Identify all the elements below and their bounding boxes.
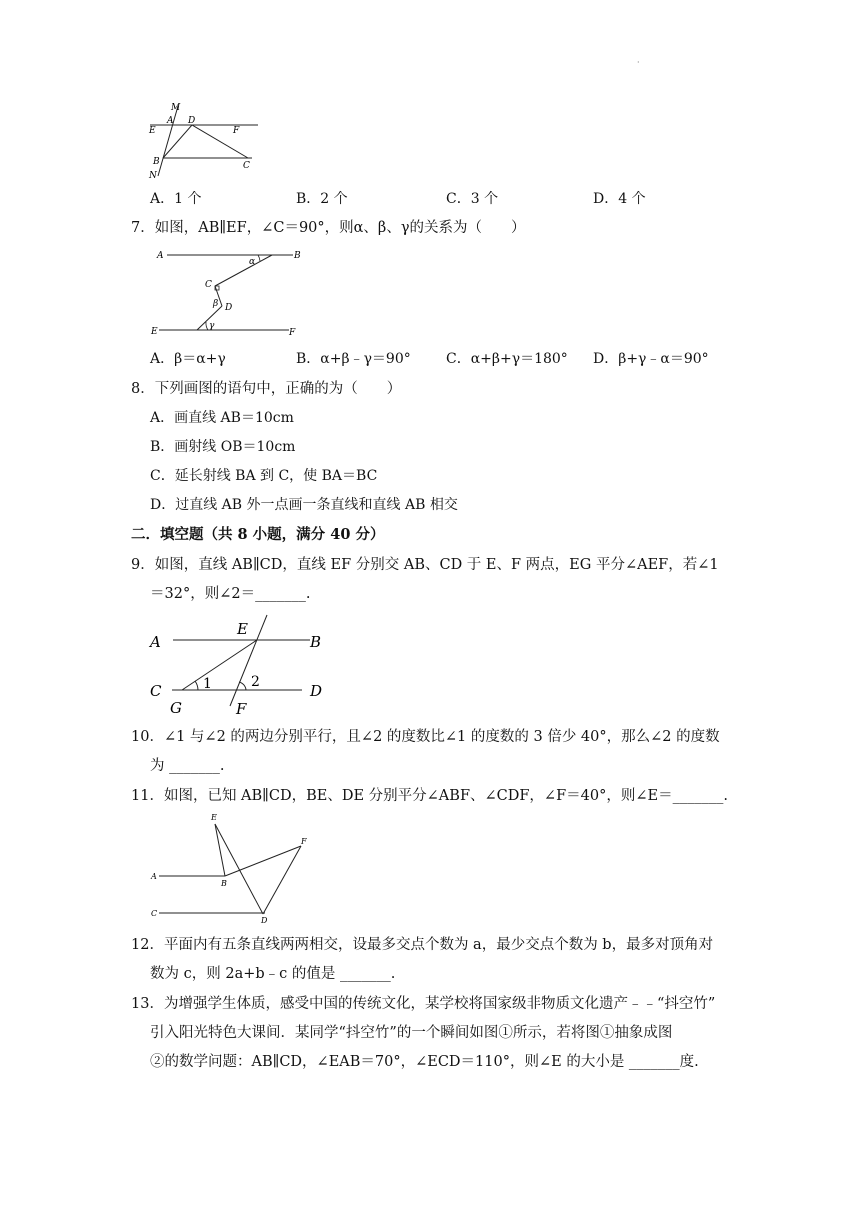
q7-label-gamma: γ: [209, 321, 215, 331]
q6-label-b: B: [153, 157, 160, 167]
q6-option-d: D．4 个: [593, 191, 646, 207]
q7-option-a: A．β＝α+γ: [150, 351, 226, 367]
q9-label-e: E: [237, 620, 248, 638]
q7-label-d: D: [225, 303, 233, 313]
q9-stem-line2: ＝32°，则∠2＝_______.: [150, 586, 311, 602]
q12-stem-line2: 数为 c，则 2a+b﹣c 的值是 _______.: [150, 966, 396, 982]
q6-figure: [140, 98, 270, 182]
q7-option-b: B．α+β﹣γ＝90°: [296, 351, 411, 367]
page-dot: ·: [637, 58, 640, 67]
q8-stem: 8．下列画图的语句中，正确的为（ ）: [131, 381, 402, 397]
q11-label-a: A: [151, 872, 157, 881]
q11-stem: 11．如图，已知 AB∥CD，BE、DE 分别平分∠ABF、∠CDF，∠F＝40°，则∠E＝_______.: [131, 788, 728, 804]
q6-label-f: F: [233, 126, 240, 136]
q13-stem-line3: ②的数学问题：AB∥CD，∠EAB＝70°，∠ECD＝110°，则∠E 的大小是 _______度.: [150, 1054, 699, 1070]
q7-stem: 7．如图，AB∥EF，∠C＝90°，则α、β、γ的关系为（ ）: [131, 220, 526, 236]
q7-label-b: B: [294, 251, 301, 261]
q8-option-a: A．画直线 AB＝10cm: [150, 410, 294, 426]
q11-label-f: F: [301, 837, 307, 846]
q9-label-f: F: [236, 700, 247, 718]
q7-label-a: A: [157, 251, 164, 261]
q6-label-n: N: [149, 171, 157, 181]
q7-label-c: C: [205, 280, 212, 290]
q7-figure: [145, 244, 310, 340]
q9-label-c: C: [150, 682, 162, 700]
q10-stem-line2: 为 _______.: [150, 758, 225, 774]
q9-label-a: A: [150, 633, 161, 651]
q9-label-d: D: [310, 682, 323, 700]
q6-label-a: A: [167, 116, 174, 126]
q10-stem-line1: 10．∠1 与∠2 的两边分别平行，且∠2 的度数比∠1 的度数的 3 倍少 40°，那么∠2 的度数: [131, 729, 720, 745]
q6-label-m: M: [171, 103, 181, 113]
q11-label-b: B: [221, 879, 227, 888]
q6-option-c: C．3 个: [446, 191, 499, 207]
q7-label-e: E: [151, 327, 158, 337]
q7-option-c: C．α+β+γ＝180°: [446, 351, 568, 367]
q8-option-b: B．画射线 OB＝10cm: [150, 439, 296, 455]
q6-label-d: D: [188, 116, 196, 126]
q12-stem-line1: 12．平面内有五条直线两两相交，设最多交点个数为 a，最少交点个数为 b，最多对顶角对: [131, 937, 714, 953]
q7-option-d: D．β+γ﹣α＝90°: [593, 351, 709, 367]
q11-label-e: E: [211, 813, 217, 822]
section-title: 二．填空题（共 8 小题，满分 40 分）: [131, 526, 385, 543]
q7-label-beta: β: [213, 299, 219, 309]
q6-label-e: E: [149, 126, 156, 136]
q11-label-c: C: [151, 909, 158, 918]
q6-label-c: C: [243, 161, 250, 171]
q8-option-c: C．延长射线 BA 到 C，使 BA＝BC: [150, 468, 378, 484]
q9-label-b: B: [310, 633, 322, 651]
q9-stem-line1: 9．如图，直线 AB∥CD，直线 EF 分别交 AB、CD 于 E、F 两点，EG 平分∠AEF，若∠1: [131, 557, 719, 573]
q6-option-b: B．2 个: [296, 191, 348, 207]
q11-label-d: D: [261, 916, 268, 925]
q9-label-2: 2: [251, 674, 260, 690]
q9-label-g: G: [170, 699, 182, 717]
q11-figure: [145, 810, 315, 928]
q13-stem-line1: 13．为增强学生体质，感受中国的传统文化，某学校将国家级非物质文化遗产﹣﹣“抖空竹”: [131, 996, 716, 1012]
q7-label-f: F: [289, 328, 296, 338]
q13-stem-line2: 引入阳光特色大课间．某同学“抖空竹”的一个瞬间如图①所示，若将图①抽象成图: [150, 1025, 673, 1041]
q9-label-1: 1: [203, 676, 212, 692]
q9-figure: [140, 610, 340, 720]
q7-label-alpha: α: [249, 257, 256, 267]
q8-option-d: D．过直线 AB 外一点画一条直线和直线 AB 相交: [150, 497, 458, 513]
q6-option-a: A．1 个: [150, 191, 202, 207]
